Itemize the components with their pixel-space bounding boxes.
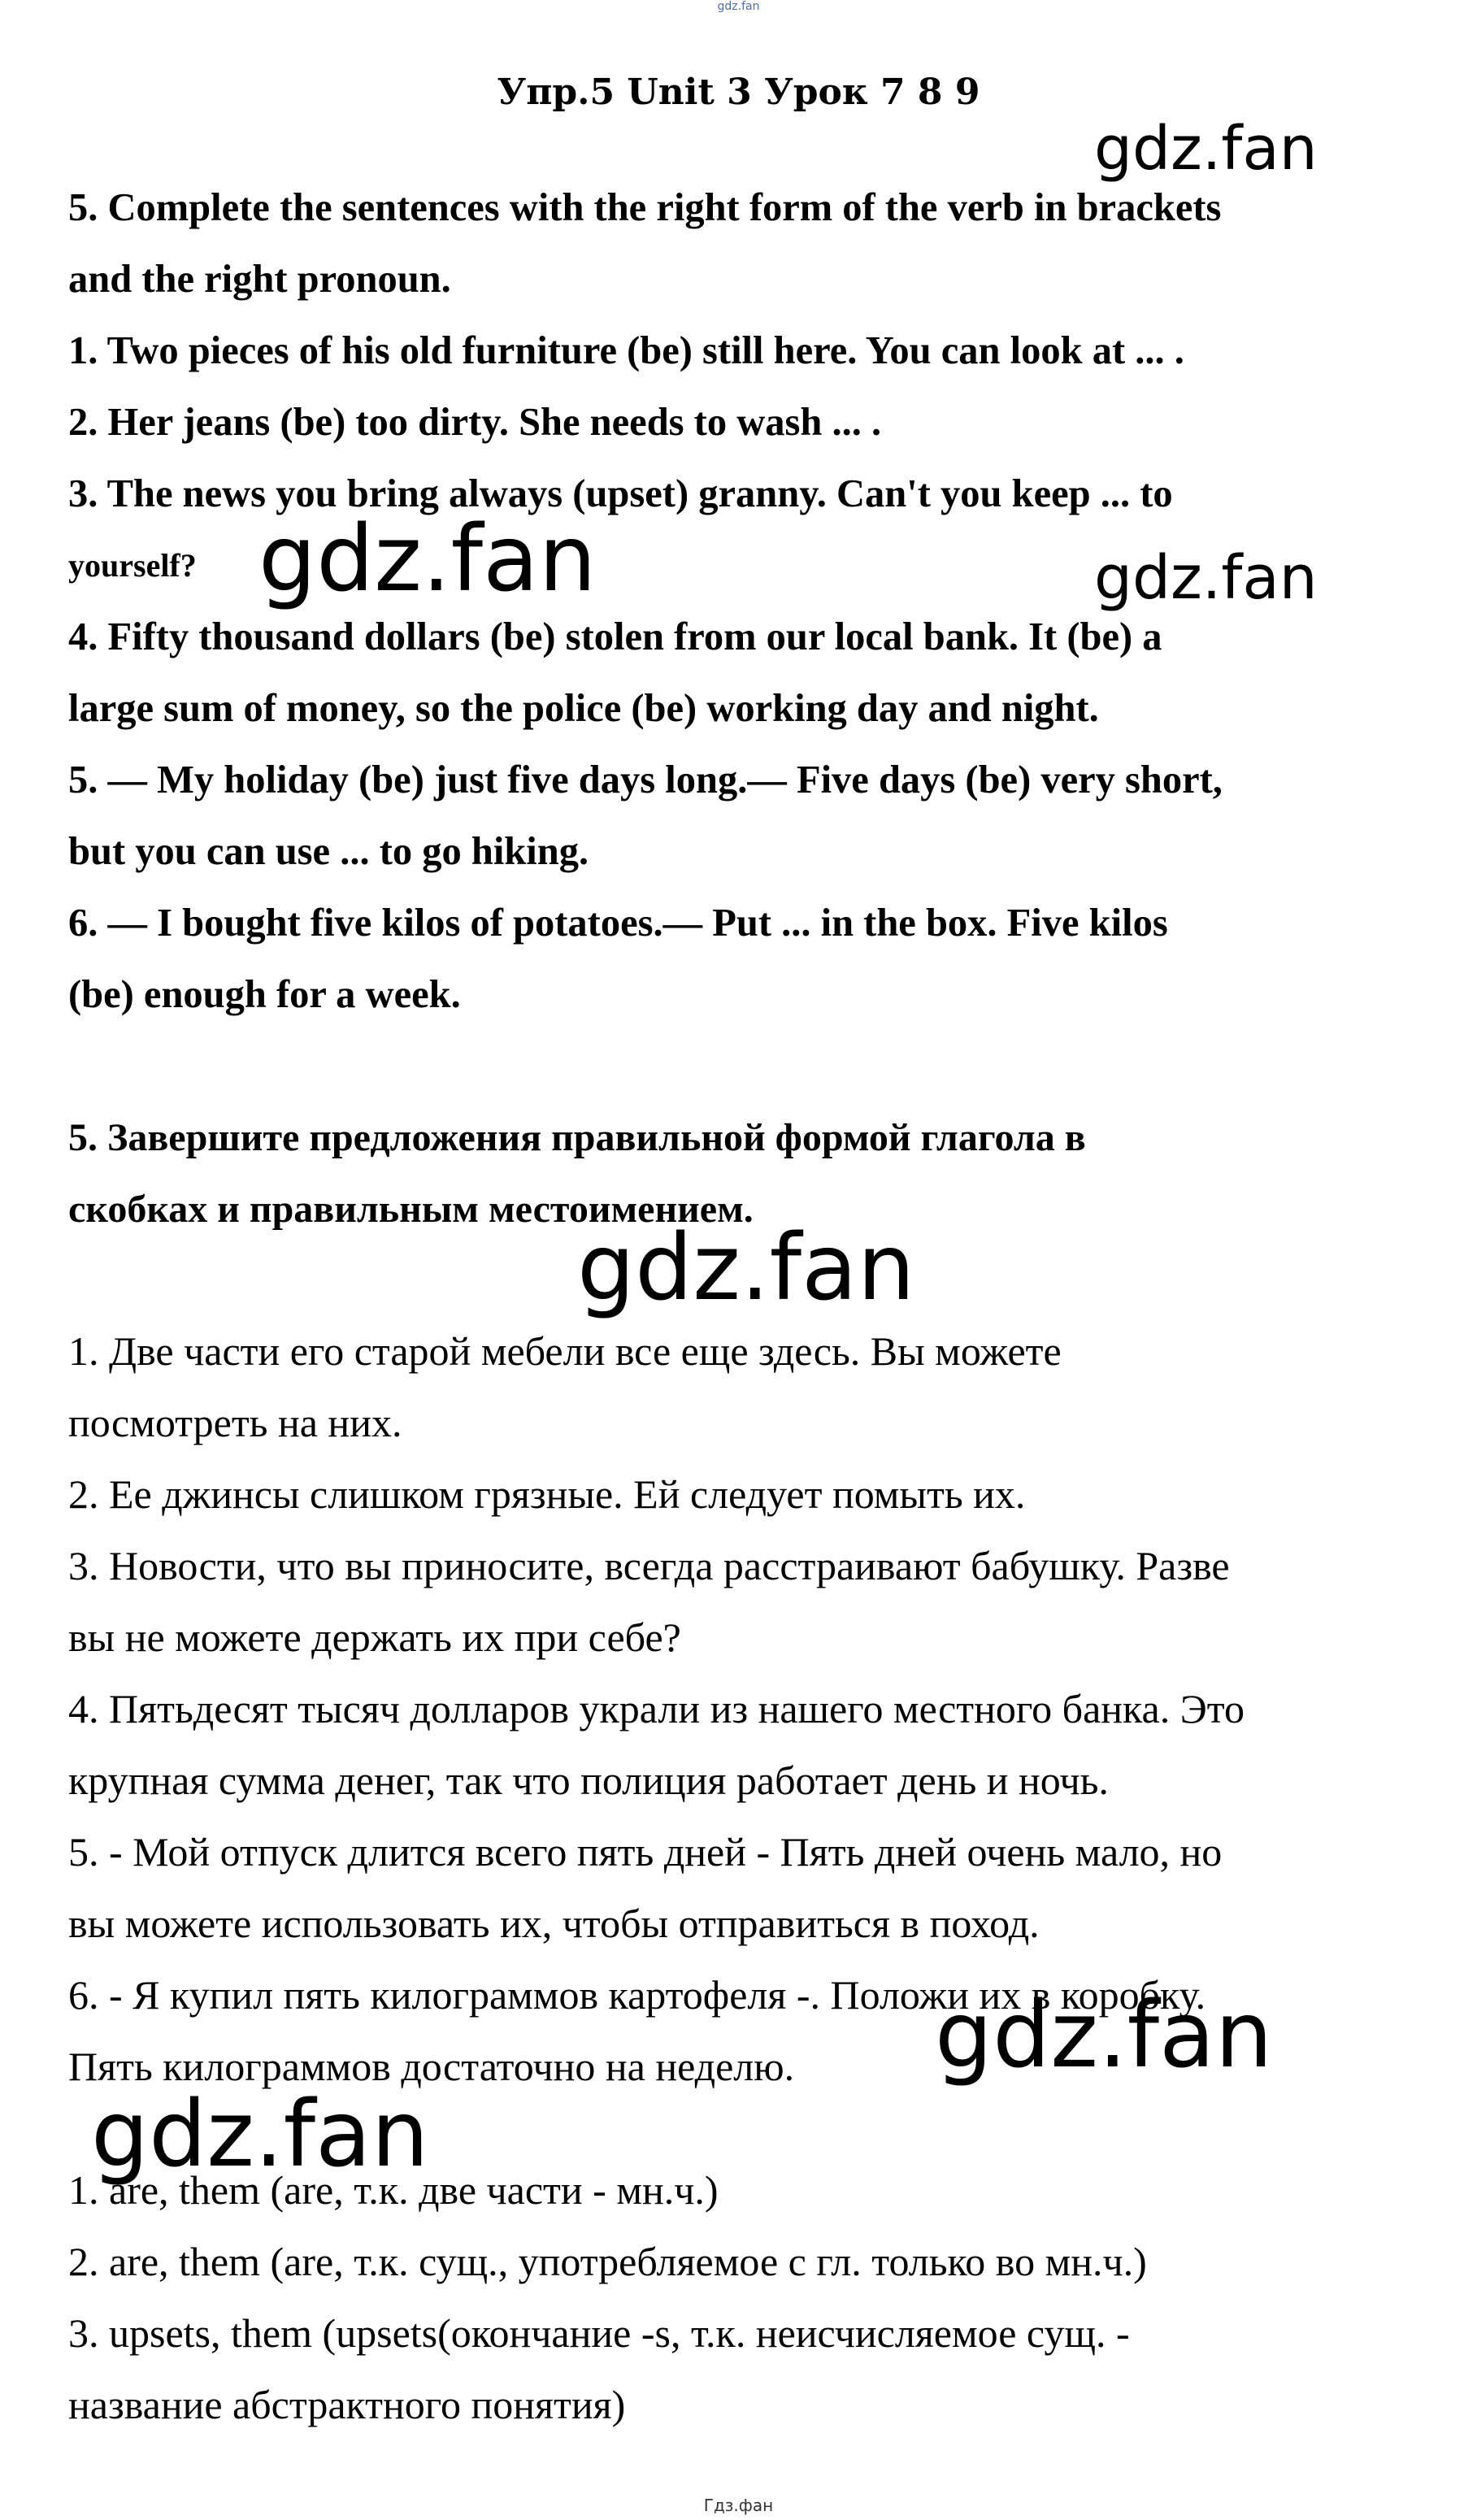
top-watermark: gdz.fan bbox=[717, 0, 760, 13]
answer-line: 2. are, them (are, т.к. сущ., употребляемое с гл. только во мн.ч.) bbox=[68, 2239, 1147, 2284]
footer-watermark: Гдз.фан bbox=[703, 2496, 774, 2515]
translation-line: Пять килограммов достаточно на неделю. bbox=[68, 2044, 795, 2089]
watermark: gdz.fan bbox=[258, 506, 597, 612]
answer-line: 3. upsets, them (upsets(окончание -s, т.к. неисчисляемое сущ. - bbox=[68, 2310, 1130, 2356]
english-sentence-5: 5. — My holiday (be) just five days long.— Five days (be) very short, bbox=[68, 758, 1223, 802]
english-sentence-3: 3. The news you bring always (upset) granny. Can't you keep ... to bbox=[68, 472, 1173, 515]
answer-line: 1. are, them (are, т.к. две части - мн.ч.) bbox=[68, 2167, 719, 2213]
watermark: gdz.fan bbox=[577, 1215, 915, 1321]
translation-line: 6. - Я купил пять килограммов картофеля -. Положи их в коробку. bbox=[68, 1972, 1206, 2018]
watermark: gdz.fan bbox=[1094, 114, 1318, 184]
english-sentence-3-cont: yourself? bbox=[68, 547, 197, 584]
english-task-line: 5. Complete the sentences with the right form of the verb in brackets bbox=[68, 186, 1222, 229]
english-sentence-2: 2. Her jeans (be) too dirty. She needs to wash ... . bbox=[68, 401, 882, 444]
watermark: gdz.fan bbox=[935, 1983, 1273, 2088]
english-sentence-4-cont: large sum of money, so the police (be) working day and night. bbox=[68, 687, 1099, 730]
answers bbox=[68, 2154, 1466, 2440]
answer-line: название абстрактного понятия) bbox=[68, 2382, 626, 2427]
english-sentence-6: 6. — I bought five kilos of potatoes.— Put ... in the box. Five kilos bbox=[68, 902, 1168, 945]
translation-line: крупная сумма денег, так что полиция работает день и ночь. bbox=[68, 1757, 1109, 1803]
russian-task-line: скобках и правильным местоимением. bbox=[68, 1188, 754, 1231]
translation-line: 4. Пятьдесят тысяч долларов украли из нашего местного банка. Это bbox=[68, 1686, 1245, 1731]
english-sentence-4: 4. Fifty thousand dollars (be) stolen from our local bank. It (be) a bbox=[68, 615, 1162, 658]
english-sentence-1: 1. Two pieces of his old furniture (be) still here. You can look at ... . bbox=[68, 329, 1184, 372]
english-task-line: and the right pronoun. bbox=[68, 258, 451, 301]
english-sentence-6-cont: (be) enough for a week. bbox=[68, 973, 461, 1016]
english-sentence-5-cont: but you can use ... to go hiking. bbox=[68, 830, 589, 873]
translation-line: 1. Две части его старой мебели все еще здесь. Вы можете bbox=[68, 1328, 1062, 1374]
russian-task-line: 5. Завершите предложения правильной формой глагола в bbox=[68, 1116, 1086, 1159]
watermark: gdz.fan bbox=[1094, 543, 1318, 613]
watermark: gdz.fan bbox=[91, 2082, 429, 2188]
translation-line: посмотреть на них. bbox=[68, 1400, 402, 1445]
translation-line: 5. - Мой отпуск длится всего пять дней - Пять дней очень мало, но bbox=[68, 1829, 1223, 1875]
translation-line: 2. Ее джинсы слишком грязные. Ей следует помыть их. bbox=[68, 1471, 1026, 1517]
translation-line: вы не можете держать их при себе? bbox=[68, 1614, 681, 1660]
translation-line: вы можете использовать их, чтобы отправиться в поход. bbox=[68, 1901, 1040, 1946]
page-title: Упр.5 Unit 3 Урок 7 8 9 bbox=[497, 72, 980, 113]
translation-line: 3. Новости, что вы приносите, всегда расстраивают бабушку. Разве bbox=[68, 1543, 1230, 1588]
